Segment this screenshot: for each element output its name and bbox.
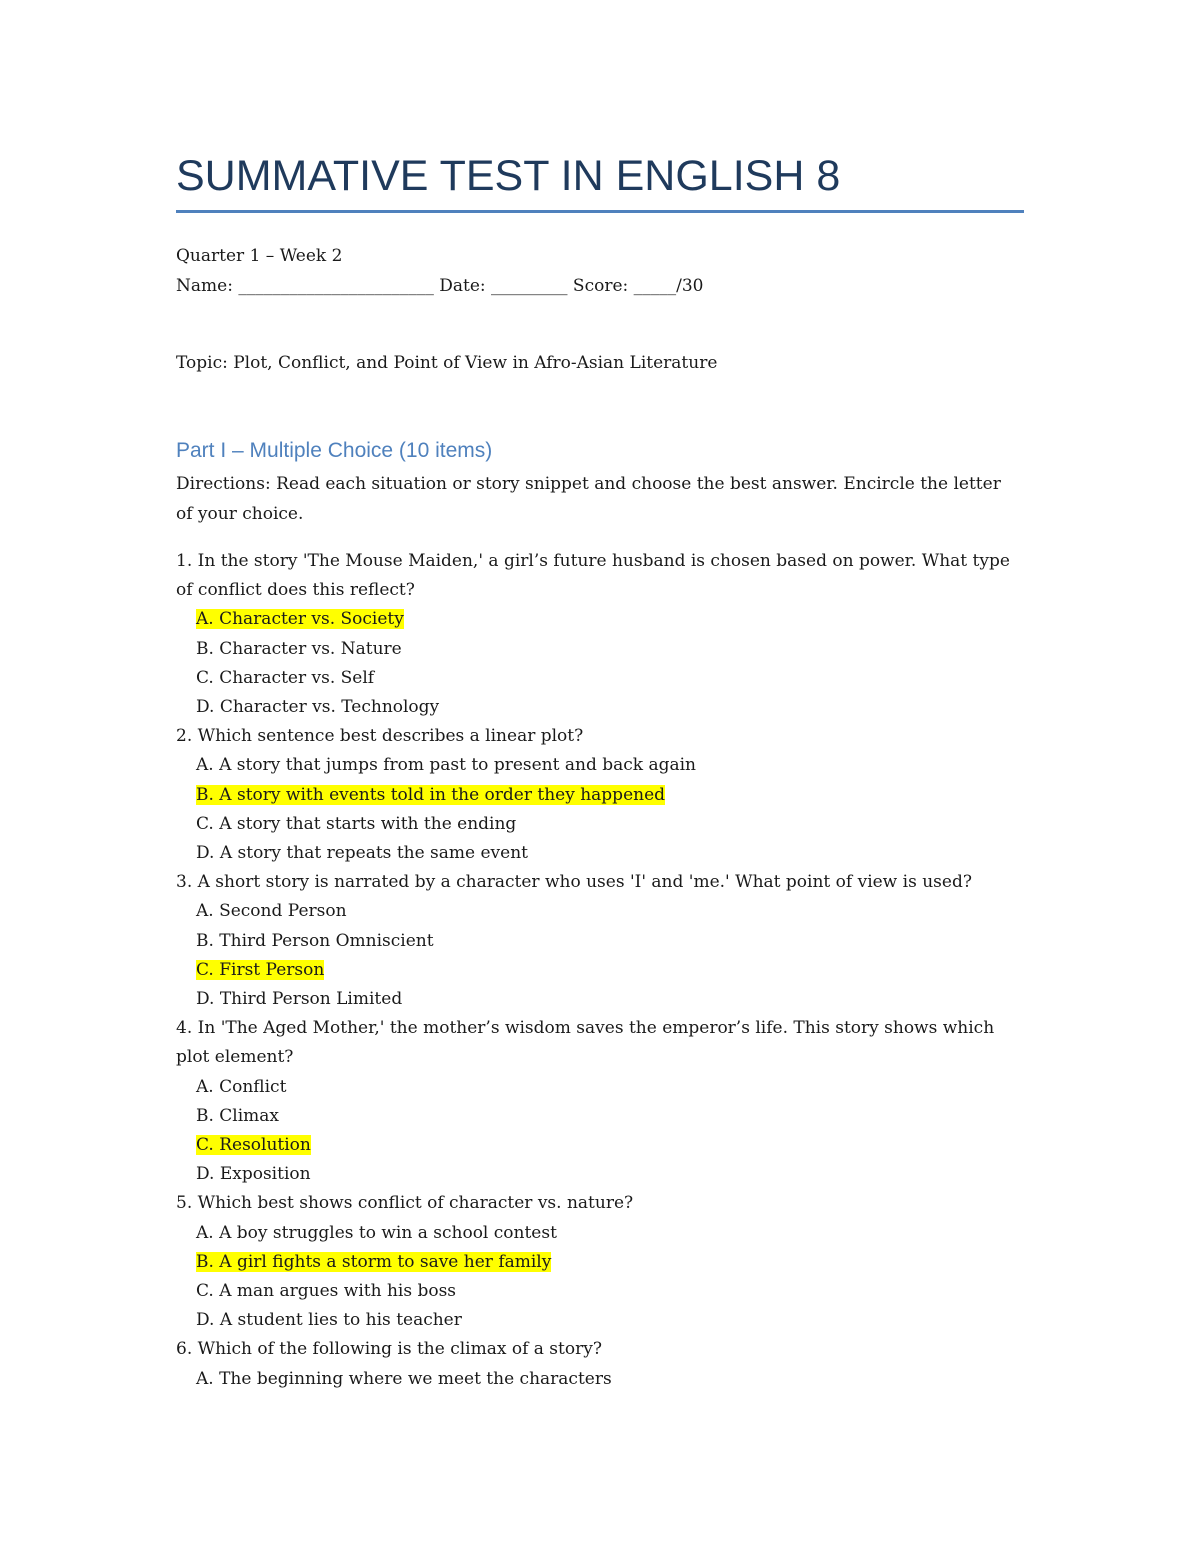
page-title: SUMMATIVE TEST IN ENGLISH 8 <box>176 152 841 200</box>
question-5-option[interactable] <box>176 1277 1024 1306</box>
option-text: D. Third Person Limited <box>196 989 403 1010</box>
option-text: A. The beginning where we meet the characters <box>196 1368 612 1389</box>
option-text: A. A boy struggles to win a school contest <box>196 1222 557 1243</box>
option-text: A. Conflict <box>196 1076 287 1097</box>
question-3-option[interactable] <box>176 897 1024 926</box>
question-list <box>176 547 1024 1394</box>
question-5-option[interactable] <box>176 1248 1024 1277</box>
question-4-option[interactable] <box>176 1102 1024 1131</box>
question-5-option[interactable] <box>176 1306 1024 1335</box>
question-1-option[interactable] <box>176 664 1024 693</box>
info-line: Name: _______________________ Date: _________ Score: _____/30 <box>176 276 704 296</box>
option-text: B. Climax <box>196 1105 280 1126</box>
question-3-option[interactable] <box>176 956 1024 985</box>
question-4: 4. In 'The Aged Mother,' the mother’s wisdom saves the emperor’s life. This story shows which plot element? <box>176 1018 995 1068</box>
highlighted-answer: C. Resolution <box>196 1135 311 1156</box>
option-text: D. Exposition <box>196 1164 311 1185</box>
option-text: D. A story that repeats the same event <box>196 843 529 864</box>
question-3-option[interactable] <box>176 927 1024 956</box>
part1-heading: Part I – Multiple Choice (10 items) <box>176 439 493 462</box>
question-2: 2. Which sentence best describes a linear plot? <box>176 726 584 747</box>
question-2-option[interactable] <box>176 839 1024 868</box>
quarter-line: Quarter 1 – Week 2 <box>176 246 343 266</box>
option-text: A. Second Person <box>196 901 347 922</box>
option-text: C. Character vs. Self <box>196 667 375 688</box>
directions-text: Directions: Read each situation or story snippet and choose the best answer. Encircle the letter of your choice. <box>176 474 1001 524</box>
question-3-option[interactable] <box>176 985 1024 1014</box>
option-text: B. Third Person Omniscient <box>196 930 434 951</box>
highlighted-answer: C. First Person <box>196 959 325 980</box>
highlighted-answer: B. A story with events told in the order they happened <box>196 784 666 805</box>
question-5-option[interactable] <box>176 1219 1024 1248</box>
question-1-option[interactable] <box>176 635 1024 664</box>
topic-line: Topic: Plot, Conflict, and Point of View in Afro-Asian Literature <box>176 353 718 373</box>
option-text: B. Character vs. Nature <box>196 638 402 659</box>
question-5: 5. Which best shows conflict of character vs. nature? <box>176 1193 634 1214</box>
question-1-option[interactable] <box>176 693 1024 722</box>
option-text: D. Character vs. Technology <box>196 697 440 718</box>
question-2-option[interactable] <box>176 781 1024 810</box>
highlighted-answer: A. Character vs. Society <box>196 609 404 630</box>
option-text: A. A story that jumps from past to present and back again <box>196 755 697 776</box>
option-text: C. A man argues with his boss <box>196 1281 457 1302</box>
option-text: C. A story that starts with the ending <box>196 813 517 834</box>
question-1: 1. In the story 'The Mouse Maiden,' a girl’s future husband is chosen based on power. What type of conflict does this reflect? <box>176 551 1010 601</box>
title-underline <box>176 210 1024 213</box>
highlighted-answer: B. A girl fights a storm to save her family <box>196 1251 552 1272</box>
question-4-option[interactable] <box>176 1160 1024 1189</box>
question-4-option[interactable] <box>176 1073 1024 1102</box>
question-2-option[interactable] <box>176 810 1024 839</box>
question-6-option[interactable] <box>176 1365 1024 1394</box>
question-1-option[interactable] <box>176 605 1024 634</box>
question-3: 3. A short story is narrated by a character who uses 'I' and 'me.' What point of view is used? <box>176 872 972 893</box>
question-4-option[interactable] <box>176 1131 1024 1160</box>
question-2-option[interactable] <box>176 751 1024 780</box>
option-text: D. A student lies to his teacher <box>196 1310 462 1331</box>
question-6: 6. Which of the following is the climax of a story? <box>176 1339 602 1360</box>
